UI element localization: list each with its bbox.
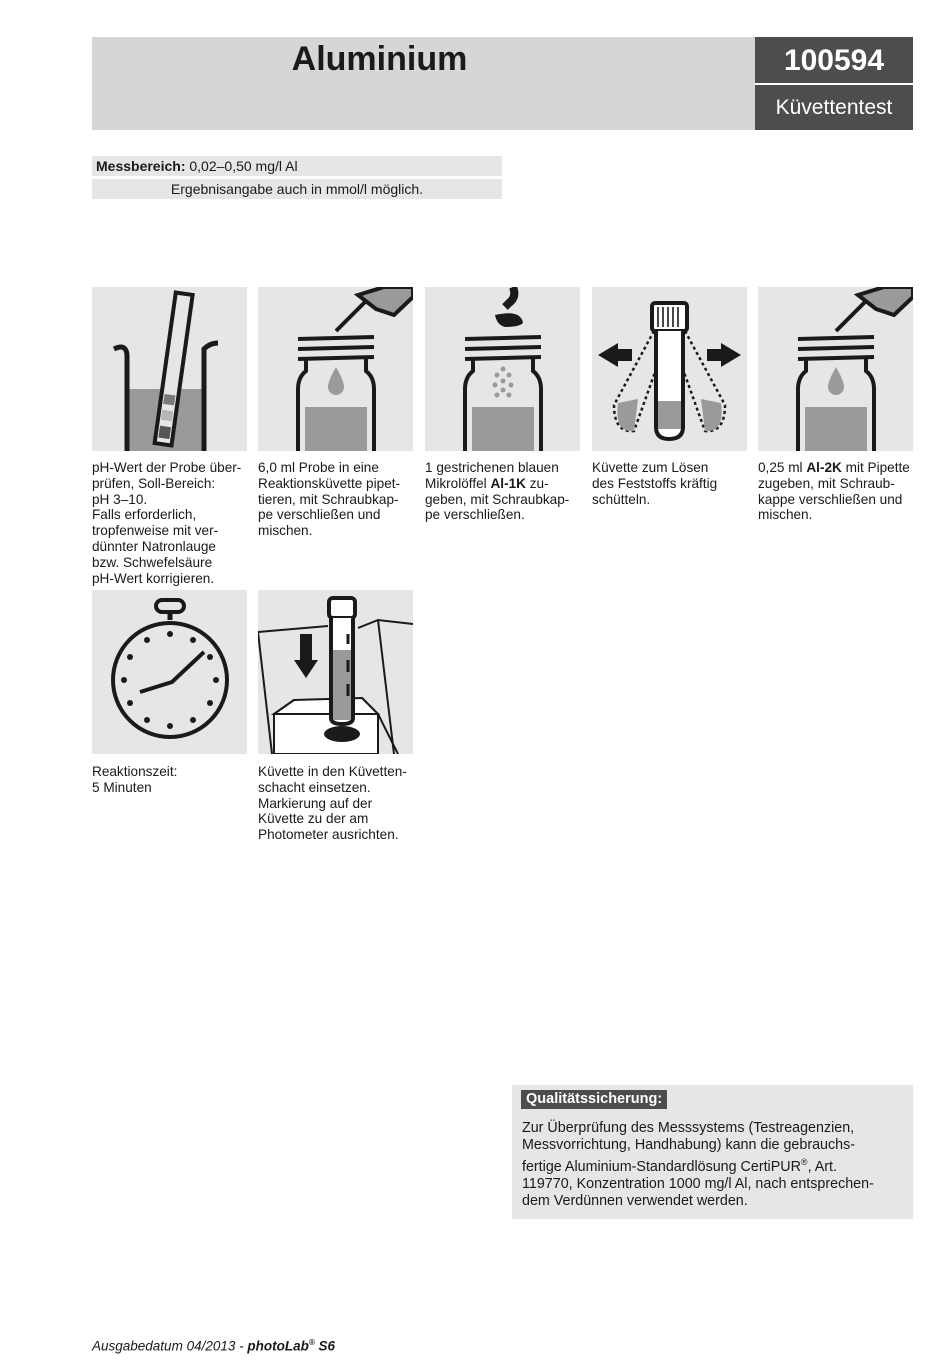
step-1-line: pH 3–10. [92, 491, 148, 507]
step-4-line: schütteln. [592, 491, 651, 507]
step-6-illustration [92, 590, 247, 754]
step-3-text: Mikrolöffel [425, 475, 491, 491]
ph-strip-beaker-icon [92, 287, 247, 451]
pipette-drop-cuvette-icon [758, 287, 913, 451]
test-type-label: Küvettentest [755, 85, 913, 130]
step-3-line: 1 gestrichenen blauen [425, 460, 559, 475]
step-6-caption [92, 764, 252, 796]
reagent-name: Al-2K [806, 460, 842, 475]
step-2-line: 6,0 ml Probe in eine [258, 460, 379, 475]
step-5-text: mit Pipette [841, 460, 910, 475]
step-4-line: des Feststoffs kräftig [592, 475, 718, 491]
step-2-illustration [258, 287, 413, 451]
step-3-line: pe verschließen. [425, 507, 525, 523]
reagent-name: Al-1K [490, 475, 526, 491]
step-3-line [425, 476, 585, 492]
step-1-illustration [92, 287, 247, 451]
step-5-caption [758, 460, 918, 523]
quality-line [522, 1154, 907, 1176]
footer-separator: - [235, 1338, 248, 1354]
measurement-range-value: 0,02–0,50 mg/l Al [189, 158, 298, 174]
step-2-line: Reaktionsküvette pipet- [258, 475, 401, 491]
step-7-illustration [258, 590, 413, 754]
issue-date: Ausgabedatum 04/2013 [92, 1338, 236, 1354]
step-5-line [758, 460, 918, 476]
step-1-line: pH-Wert korrigieren. [92, 570, 215, 586]
step-3-text: zu- [525, 475, 549, 491]
quality-text: , Art. [807, 1158, 837, 1175]
registered-mark: ® [308, 1338, 315, 1347]
quality-text: fertige Aluminium-Standardlösung CertiPUR [522, 1158, 801, 1175]
stopwatch-icon [92, 590, 247, 754]
step-2-line: mischen. [258, 523, 313, 539]
step-5-line: mischen. [758, 507, 813, 523]
step-1-line: Falls erforderlich, [92, 507, 197, 523]
shake-tube-icon [592, 287, 747, 451]
step-1-caption [92, 460, 252, 586]
registered-mark: ® [800, 1157, 808, 1167]
step-6-line: 5 Minuten [92, 779, 152, 795]
pipette-drop-cuvette-icon [258, 287, 413, 451]
step-7-line: Photometer ausrichten. [258, 827, 399, 843]
step-1-line: dünnter Natronlauge [92, 538, 216, 554]
step-5-text: 0,25 ml [758, 460, 807, 475]
step-7-line: Markierung auf der [258, 795, 373, 811]
measurement-range-label: Messbereich: [96, 158, 186, 174]
step-3-caption [425, 460, 585, 523]
step-7-caption [258, 764, 418, 843]
quality-line: 119770, Konzentration 1000 mg/l Al, nach entsprechen- [522, 1175, 874, 1192]
quality-line: Zur Überprüfung des Messsystems (Testreagenzien, [522, 1120, 855, 1136]
measurement-range-row [92, 156, 502, 176]
footer [92, 1338, 335, 1354]
page-title: Aluminium [291, 40, 468, 78]
article-number: 100594 [755, 37, 913, 83]
step-2-line: pe verschließen und [258, 507, 381, 523]
step-1-line: pH-Wert der Probe über- [92, 460, 242, 475]
step-4-caption [592, 460, 752, 507]
product-model: S6 [314, 1338, 336, 1354]
quality-assurance-text [522, 1120, 907, 1210]
step-3-line: geben, mit Schraubkap- [425, 491, 570, 507]
step-1-line: prüfen, Soll-Bereich: [92, 475, 216, 491]
step-7-line: schacht einsetzen. [258, 779, 371, 795]
step-2-line: tieren, mit Schraubkap- [258, 491, 399, 507]
step-2-caption [258, 460, 418, 539]
step-4-line: Küvette zum Lösen [592, 460, 709, 475]
step-5-illustration [758, 287, 913, 451]
step-1-line: tropfenweise mit ver- [92, 523, 219, 539]
quality-assurance-title: Qualitätssicherung: [521, 1090, 667, 1109]
step-4-illustration [592, 287, 747, 451]
insert-cuvette-icon [258, 590, 413, 754]
step-7-line: Küvette zu der am [258, 811, 369, 827]
product-name: photoLab [247, 1338, 309, 1354]
step-3-illustration [425, 287, 580, 451]
spoon-powder-cuvette-icon [425, 287, 580, 451]
step-1-line: bzw. Schwefelsäure [92, 554, 213, 570]
quality-line: Messvorrichtung, Handhabung) kann die gebrauchs- [522, 1137, 855, 1153]
step-6-line: Reaktionszeit: [92, 764, 178, 779]
step-5-line: zugeben, mit Schraub- [758, 475, 895, 491]
step-7-line: Küvette in den Küvetten- [258, 764, 407, 779]
measurement-note: Ergebnisangabe auch in mmol/l möglich. [92, 179, 502, 199]
quality-line: dem Verdünnen verwendet werden. [522, 1192, 748, 1209]
step-5-line: kappe verschließen und [758, 491, 903, 507]
